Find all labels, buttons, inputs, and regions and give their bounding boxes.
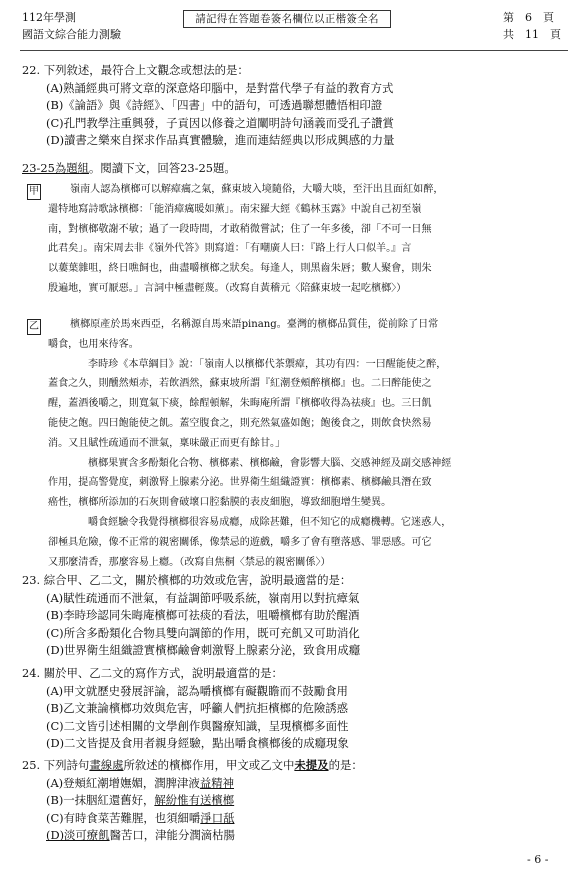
option-c: (C)孔門教學注重興發，子貢因以修養之道闡明詩句涵義而受孔子讚賞 [46,115,394,130]
option-a: (A)登頰紅潮增嫵媚，潤脾津液益精神 [46,775,234,790]
option-a: (A)甲文就歷史發展評論，認為嚼檳榔有礙觀瞻而不鼓勵食用 [46,683,348,698]
question-stem: 24. 關於甲、乙二文的寫作方式，說明最適當的是： [22,666,283,680]
passage-line: 蓋食之久，則醺然頰赤，若飲酒然，蘇東坡所謂『紅潮登頰醉檳榔』也。二曰醉能使之 [48,378,432,390]
passage-line: 此君矣」。南宋周去非《嶺外代答》則寫道：「有嘲廣人曰：『路上行人口似羊。』言 [48,243,412,255]
question-stem: 25. 下列詩句畫線處所敘述的檳榔作用，甲文或乙文中未提及的是： [22,758,363,772]
passage-line: 作用，提高警覺度，刺激腎上腺素分泌。世界衛生組織證實：檳榔素、檳榔鹼具潛在致 [48,477,432,489]
option-d: (D)淡可療飢醫苦口，津能分潤滴枯腸 [46,828,235,843]
question-stem: 22. 下列敘述，最符合上文觀念或想法的是： [22,63,249,77]
passage-a [48,180,570,299]
option-c: (C)二文皆引述相關的文學創作與醫療知識，呈現檳榔多面性 [46,718,349,733]
option-d: (D)世界衛生組織證實檳榔鹼會刺激腎上腺素分泌，致食用成癮 [46,643,361,658]
emphasis-not-mentioned: 未提及 [294,758,329,772]
option-c: (C)所含多酚類化合物具雙向調節的作用，既可充飢又可助消化 [46,625,360,640]
passage-line: 消。又且賦性疏通而不泄氣，稟味嚴正而更有餘甘。」 [48,437,286,449]
header-rule [20,50,568,51]
passage-a-tag: 甲 [27,184,41,200]
page-number: - 6 - [527,853,549,866]
option-b: (B)《論語》與《詩經》、「四書」中的語句，可透過聯想體悟相印證 [46,98,383,113]
question-stem: 23. 綜合甲、乙二文，關於檳榔的功效或危害，說明最適當的是： [22,573,352,587]
passage-line: 嶺南人認為檳榔可以解瘴癘之氣，蘇東坡入境隨俗，大嚼大啖，至汗出且面紅如醉， [70,184,444,195]
question-group-heading [22,160,236,178]
passage-line: 嚼食，也用來待客。 [48,338,139,350]
group-label: 23-25為題組 [22,161,90,175]
passage-line: 又那麼清香，那麼容易上癮。（改寫自焦桐〈禁忌的親密關係〉） [48,556,331,568]
passage-line: 卻極具危險，像不正常的親密關係，像禁忌的遊戲，嚼多了會有墮落感、罪惡感。可它 [48,536,432,548]
passage-b [48,315,570,572]
passage-line: 殷遍地，實可厭惡。」言詞中極盡輕蔑。（改寫自黃稽元〈陪蘇東坡一起吃檳榔〉） [48,282,407,294]
passage-line: 以蔞葉雜咀，終日噍飼也，曲盡嚼檳榔之狀矣。每逢人，則黑齒朱唇；數人聚會，則朱 [48,263,432,275]
passage-line: 南，對檳榔敬謝不敏；過了一段時間，才敢稍微嘗試；住了一年多後，卻「不可一日無 [48,223,432,235]
total-pages: 共 11 頁 [503,28,561,41]
page-indicator: 第 6 頁 [503,11,554,24]
signature-notice: 請記得在答題卷簽名欄位以正楷簽全名 [183,10,391,28]
passage-line: 嚼食經驗令我覺得檳榔很容易成癮，成除甚難，但不知它的成癮機轉。它迷惑人， [88,516,452,528]
option-b: (B)一抹胭紅還舊好，解紛惟有送檳榔 [46,793,235,808]
passage-line: 能使之飽。四曰飽能使之飢。蓋空腹食之，則充然氣盛如飽；飽後食之，則飲食快然易 [48,417,432,429]
exam-year: 112年學測 [22,11,76,24]
question-22 [22,62,394,150]
question-25 [22,757,363,845]
passage-b-tag: 乙 [27,319,41,335]
option-a: (A)賦性疏通而不泄氣，有益調節呼吸系統，嶺南用以對抗瘴氣 [46,590,360,605]
passage-line: 還特地寫詩歌詠檳榔：「能消瘴癘暖如薰」。南宋羅大經《鶴林玉露》中說自己初至嶺 [48,203,422,215]
option-b: (B)李時珍認同朱晦庵檳榔可祛痰的看法，咀嚼檳榔有助於醒酒 [46,608,360,623]
passage-line: 檳榔原產於馬來西亞，名稱源自馬來語pinang。臺灣的檳榔品質佳，從前除了日常 [70,319,439,330]
passage-line: 檳榔果實含多酚類化合物、檳榔素、檳榔鹼，會影響大腦、交感神經及副交感神經 [88,457,452,469]
option-d: (D)二文皆提及食用者親身經驗，點出嚼食檳榔後的成癮現象 [46,736,349,751]
question-24 [22,665,349,753]
group-instruction: 。閱讀下文，回答23-25題。 [89,161,236,175]
passage-line: 李時珍《本草綱目》說：「嶺南人以檳榔代茶禦瘴，其功有四：一曰醒能使之醉， [88,358,447,370]
option-c: (C)有時食菜苦難腥，也須細嚼淨口舐 [46,810,235,825]
exam-subject: 國語文綜合能力測驗 [22,28,121,41]
passage-line: 醒，蓋酒後嚼之，則寬氣下痰，餘酲頓解，朱晦庵所謂『檳榔收得為祛痰』也。三曰飢 [48,398,432,410]
option-d: (D)讀書之樂來自探求作品真實體驗，進而連結經典以形成興感的力量 [46,133,395,148]
underline-term: 畫線處 [89,758,124,772]
option-a: (A)熟誦經典可將文章的深意烙印腦中，是對當代學子有益的教育方式 [46,80,394,95]
option-b: (B)乙文兼論檳榔功效與危害，呼籲人們抗拒檳榔的危險誘惑 [46,701,349,716]
passage-line: 癌性，檳榔所添加的石灰則會破壞口腔黏膜的表皮細胞，導致細胞增生變異。 [48,497,392,509]
question-23 [22,572,360,660]
